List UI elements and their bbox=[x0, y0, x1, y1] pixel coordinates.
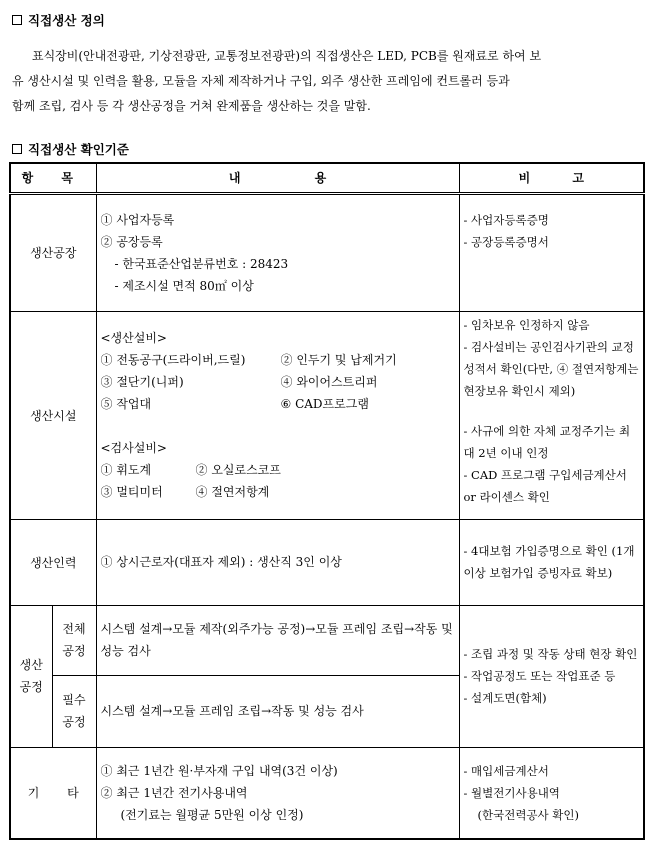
factory-content bbox=[96, 193, 459, 311]
row-label-process-text: 생산공정 bbox=[19, 658, 43, 694]
row-label-other bbox=[10, 747, 96, 839]
definition-heading bbox=[12, 11, 105, 29]
definition-line-3: 함께 조립, 검사 등 각 생산공정을 거쳐 완제품을 생산하는 것을 말함. bbox=[12, 99, 371, 113]
production-item: ⑤ 작업대 bbox=[100, 397, 152, 411]
other-line-2: ② 최근 1년간 전기사용내역 bbox=[100, 785, 248, 800]
column-header-remarks bbox=[459, 163, 644, 193]
column-header-content-text: 내 용 bbox=[228, 171, 327, 186]
manpower-remark-1: - 4대보험 가입증명으로 확인 (1개 이상 보험가입 증빙자료 확보) bbox=[463, 544, 635, 580]
factory-line-3: - 한국표준산업분류번호 : 28423 bbox=[114, 256, 289, 271]
definition-line-1: 표식장비(안내전광판, 기상전광판, 교통정보전광판)의 직접생산은 LED, PCB를 원재료로 하여 보 bbox=[32, 49, 542, 63]
definition-heading-text: 직접생산 정의 bbox=[28, 13, 105, 28]
other-remark-2: - 월별전기사용내역 bbox=[463, 785, 560, 800]
row-label-factory: 생산공장 bbox=[10, 193, 96, 311]
production-item: ③ 절단기(니퍼) bbox=[100, 375, 184, 389]
other-remark-3: (한국전력공사 확인) bbox=[477, 807, 579, 822]
other-remark-1: - 매입세금계산서 bbox=[463, 763, 549, 778]
process-remark-3: - 설계도면(함체) bbox=[463, 691, 547, 705]
process-required-label bbox=[52, 675, 96, 747]
inspection-equipment-header: <검사설비> bbox=[100, 441, 167, 455]
production-item: ② 인두기 및 납제거기 bbox=[280, 353, 397, 367]
table-row-facilities bbox=[10, 311, 644, 519]
criteria-table bbox=[9, 162, 645, 840]
manpower-remarks bbox=[459, 519, 644, 605]
facilities-remark-2: - 검사설비는 공인검사기관의 교정성적서 확인(다만, ④ 절연저항계는 현장보유 확인시 제외) bbox=[463, 339, 639, 398]
criteria-heading bbox=[12, 140, 129, 158]
definition-paragraph bbox=[12, 44, 644, 119]
process-full-content bbox=[96, 605, 459, 675]
row-label-process bbox=[10, 605, 52, 747]
other-line-3: (전기료는 월평균 5만원 이상 인정) bbox=[120, 807, 304, 822]
inspection-item: ④ 절연저항계 bbox=[195, 485, 270, 499]
process-remarks bbox=[459, 605, 644, 747]
other-remarks bbox=[459, 747, 644, 839]
production-row-3 bbox=[101, 393, 455, 415]
process-full-label bbox=[52, 605, 96, 675]
facilities-remark-3: - 사규에 의한 자체 교정주기는 최대 2년 이내 인정 bbox=[463, 423, 631, 460]
row-label-facilities: 생산시설 bbox=[10, 311, 96, 519]
row-label-manpower: 생산인력 bbox=[10, 519, 96, 605]
process-required-label-text: 필수공정 bbox=[62, 693, 86, 729]
row-label-other-text: 기 타 bbox=[27, 786, 79, 801]
checkbox-square-icon bbox=[12, 144, 22, 154]
column-header-item: 항 목 bbox=[10, 163, 96, 193]
process-remark-2: - 작업공정도 또는 작업표준 등 bbox=[463, 669, 616, 683]
definition-line-2: 유 생산시설 및 인력을 활용, 모듈을 자체 제작하거나 구입, 외주 생산한 프레임에 컨트롤러 등과 bbox=[12, 74, 510, 88]
process-required-content: 시스템 설계→모듈 프레임 조립→작동 및 성능 검사 bbox=[96, 675, 459, 747]
factory-line-1: ① 사업자등록 bbox=[100, 212, 175, 227]
other-line-1: ① 최근 1년간 원·부자재 구입 내역(3건 이상) bbox=[100, 763, 338, 778]
facilities-remarks bbox=[459, 311, 644, 519]
process-remark-1: - 조립 과정 및 작동 상태 현장 확인 bbox=[463, 647, 638, 661]
inspection-item: ① 휘도계 bbox=[100, 463, 152, 477]
checkbox-square-icon bbox=[12, 15, 22, 25]
process-full-label-text: 전체공정 bbox=[62, 622, 86, 658]
production-equipment-header: <생산설비> bbox=[100, 331, 167, 345]
production-row-2 bbox=[101, 371, 455, 393]
factory-line-4: - 제조시설 면적 80㎡ 이상 bbox=[114, 278, 254, 293]
production-item: ⑥ CAD프로그램 bbox=[280, 397, 369, 411]
facilities-remark-4: - CAD 프로그램 구입세금계산서 or 라이센스 확인 bbox=[463, 467, 627, 504]
facilities-content bbox=[96, 311, 459, 519]
facilities-remark-1: - 임차보유 인정하지 않음 bbox=[463, 317, 590, 332]
factory-remark-1: - 사업자등록증명 bbox=[463, 212, 549, 227]
table-row-process-full bbox=[10, 605, 644, 675]
column-header-remarks-text: 비 고 bbox=[518, 171, 584, 186]
table-row-factory bbox=[10, 193, 644, 311]
inspection-row-2 bbox=[101, 481, 455, 503]
other-content bbox=[96, 747, 459, 839]
factory-line-2: ② 공장등록 bbox=[100, 234, 163, 249]
manpower-content: ① 상시근로자(대표자 제외) : 생산직 3인 이상 bbox=[96, 519, 459, 605]
column-header-content bbox=[96, 163, 459, 193]
table-row-other bbox=[10, 747, 644, 839]
production-item: ④ 와이어스트리퍼 bbox=[280, 375, 378, 389]
table-row-manpower bbox=[10, 519, 644, 605]
table-header-row bbox=[10, 163, 644, 193]
inspection-row-1 bbox=[101, 459, 455, 481]
production-item: ① 전동공구(드라이버,드릴) bbox=[100, 353, 246, 367]
criteria-heading-text: 직접생산 확인기준 bbox=[28, 142, 129, 157]
factory-remark-2: - 공장등록증명서 bbox=[463, 234, 549, 249]
factory-remarks bbox=[459, 193, 644, 311]
production-row-1 bbox=[101, 349, 455, 371]
inspection-item: ③ 멀티미터 bbox=[100, 485, 163, 499]
process-full-text: 시스템 설계→모듈 제작(외주가능 공정)→모듈 프레임 조립→작동 및 성능 검사 bbox=[100, 622, 453, 658]
inspection-item: ② 오실로스코프 bbox=[195, 463, 281, 477]
